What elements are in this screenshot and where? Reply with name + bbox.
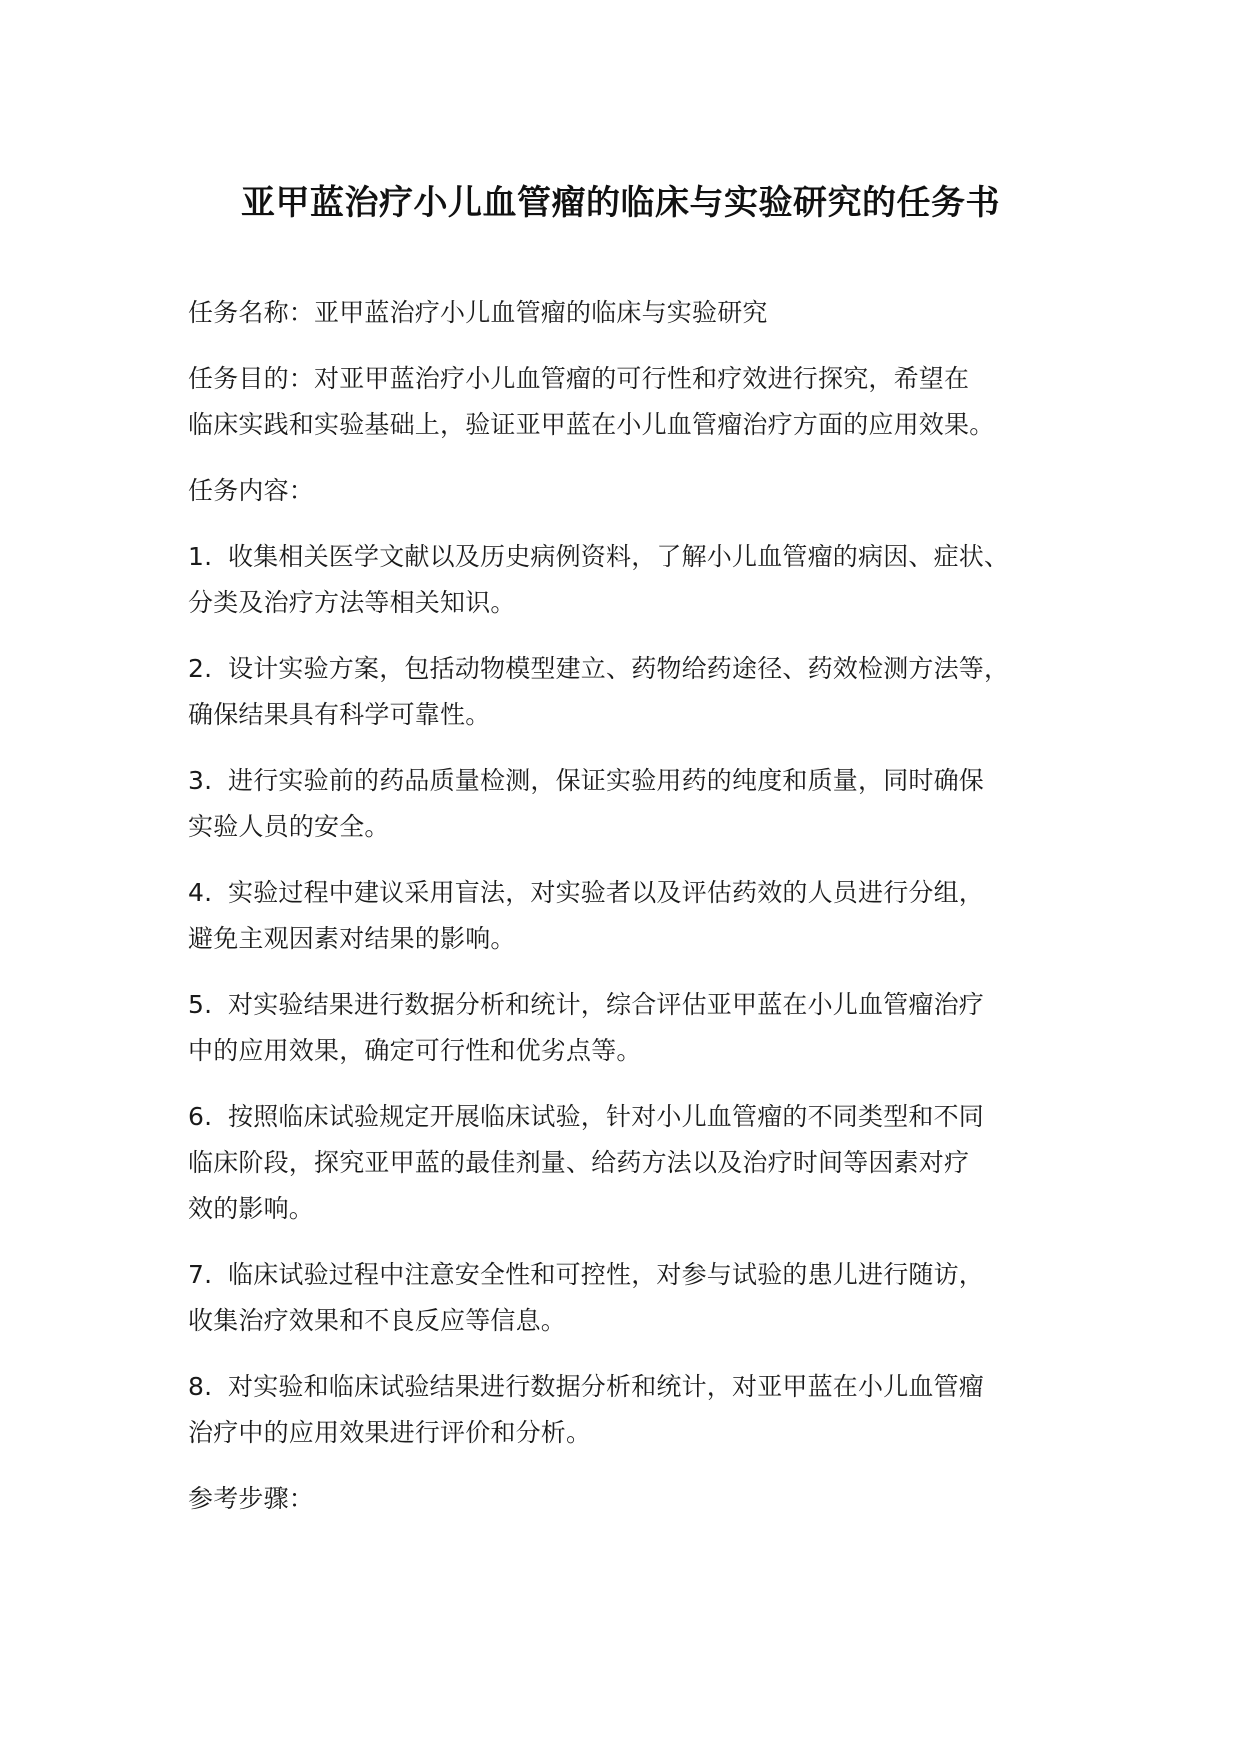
list-item-number: 8. [188, 1372, 213, 1401]
list-item-text: 临床试验过程中注意安全性和可控性，对参与试验的患儿进行随访， [228, 1260, 985, 1289]
list-item-line [188, 1140, 1088, 1186]
list-item-line [188, 916, 1088, 962]
list-item-text: 实验人员的安全。 [188, 812, 390, 841]
task-content-list [188, 534, 1088, 1456]
list-item-number: 6. [188, 1102, 213, 1131]
task-goal-line: 临床实践和实验基础上，验证亚甲蓝在小儿血管瘤治疗方面的应用效果。 [188, 410, 995, 439]
list-item-text: 收集治疗效果和不良反应等信息。 [188, 1306, 567, 1335]
list-item-line [188, 1410, 1088, 1456]
list-item-text: 对实验结果进行数据分析和统计，综合评估亚甲蓝在小儿血管瘤治疗 [228, 990, 985, 1019]
document-title: 亚甲蓝治疗小儿血管瘤的临床与实验研究的任务书 [241, 183, 1000, 223]
list-item-line [188, 870, 1088, 916]
list-item-text: 避免主观因素对结果的影响。 [188, 924, 516, 953]
list-item-line [188, 982, 1088, 1028]
task-content-heading: 任务内容： [188, 476, 315, 505]
list-item-number: 2. [188, 654, 213, 683]
list-item-text: 实验过程中建议采用盲法，对实验者以及评估药效的人员进行分组， [228, 878, 985, 907]
list-item-text: 确保结果具有科学可靠性。 [188, 700, 491, 729]
list-item [188, 758, 1088, 850]
list-item-number: 1. [188, 542, 213, 571]
list-item [188, 982, 1088, 1074]
list-item-text: 中的应用效果，确定可行性和优劣点等。 [188, 1036, 642, 1065]
list-item [188, 1094, 1088, 1232]
list-item-number: 3. [188, 766, 213, 795]
task-name-paragraph [188, 290, 1088, 336]
list-item-text: 进行实验前的药品质量检测，保证实验用药的纯度和质量，同时确保 [228, 766, 985, 795]
list-item [188, 1252, 1088, 1344]
list-item-line [188, 1028, 1088, 1074]
list-item-line [188, 1186, 1088, 1232]
list-item-number: 7. [188, 1260, 213, 1289]
task-goal-paragraph [188, 356, 1088, 448]
list-item-number: 4. [188, 878, 213, 907]
list-item [188, 870, 1088, 962]
list-item-text: 收集相关医学文献以及历史病例资料，了解小儿血管瘤的病因、症状、 [228, 542, 1010, 571]
task-name-line: 任务名称：亚甲蓝治疗小儿血管瘤的临床与实验研究 [188, 298, 768, 327]
list-item-line [188, 1298, 1088, 1344]
list-item-text: 临床阶段，探究亚甲蓝的最佳剂量、给药方法以及治疗时间等因素对疗 [188, 1148, 970, 1177]
list-item-line [188, 1364, 1088, 1410]
list-item-line [188, 580, 1088, 626]
reference-steps-heading: 参考步骤： [188, 1484, 315, 1513]
document-body [188, 290, 1088, 1542]
list-item-number: 5. [188, 990, 213, 1019]
list-item-line [188, 692, 1088, 738]
list-item-line [188, 758, 1088, 804]
list-item-text: 效的影响。 [188, 1194, 315, 1223]
list-item-text: 按照临床试验规定开展临床试验，针对小儿血管瘤的不同类型和不同 [228, 1102, 985, 1131]
list-item [188, 646, 1088, 738]
list-item-text: 设计实验方案，包括动物模型建立、药物给药途径、药效检测方法等， [228, 654, 1010, 683]
list-item-line [188, 646, 1088, 692]
list-item-text: 对实验和临床试验结果进行数据分析和统计，对亚甲蓝在小儿血管瘤 [228, 1372, 985, 1401]
list-item [188, 1364, 1088, 1456]
task-goal-line: 任务目的：对亚甲蓝治疗小儿血管瘤的可行性和疗效进行探究，希望在 [188, 364, 970, 393]
list-item-line [188, 1252, 1088, 1298]
list-item-text: 分类及治疗方法等相关知识。 [188, 588, 516, 617]
list-item-line [188, 804, 1088, 850]
list-item [188, 534, 1088, 626]
list-item-text: 治疗中的应用效果进行评价和分析。 [188, 1418, 592, 1447]
list-item-line [188, 534, 1088, 580]
list-item-line [188, 1094, 1088, 1140]
